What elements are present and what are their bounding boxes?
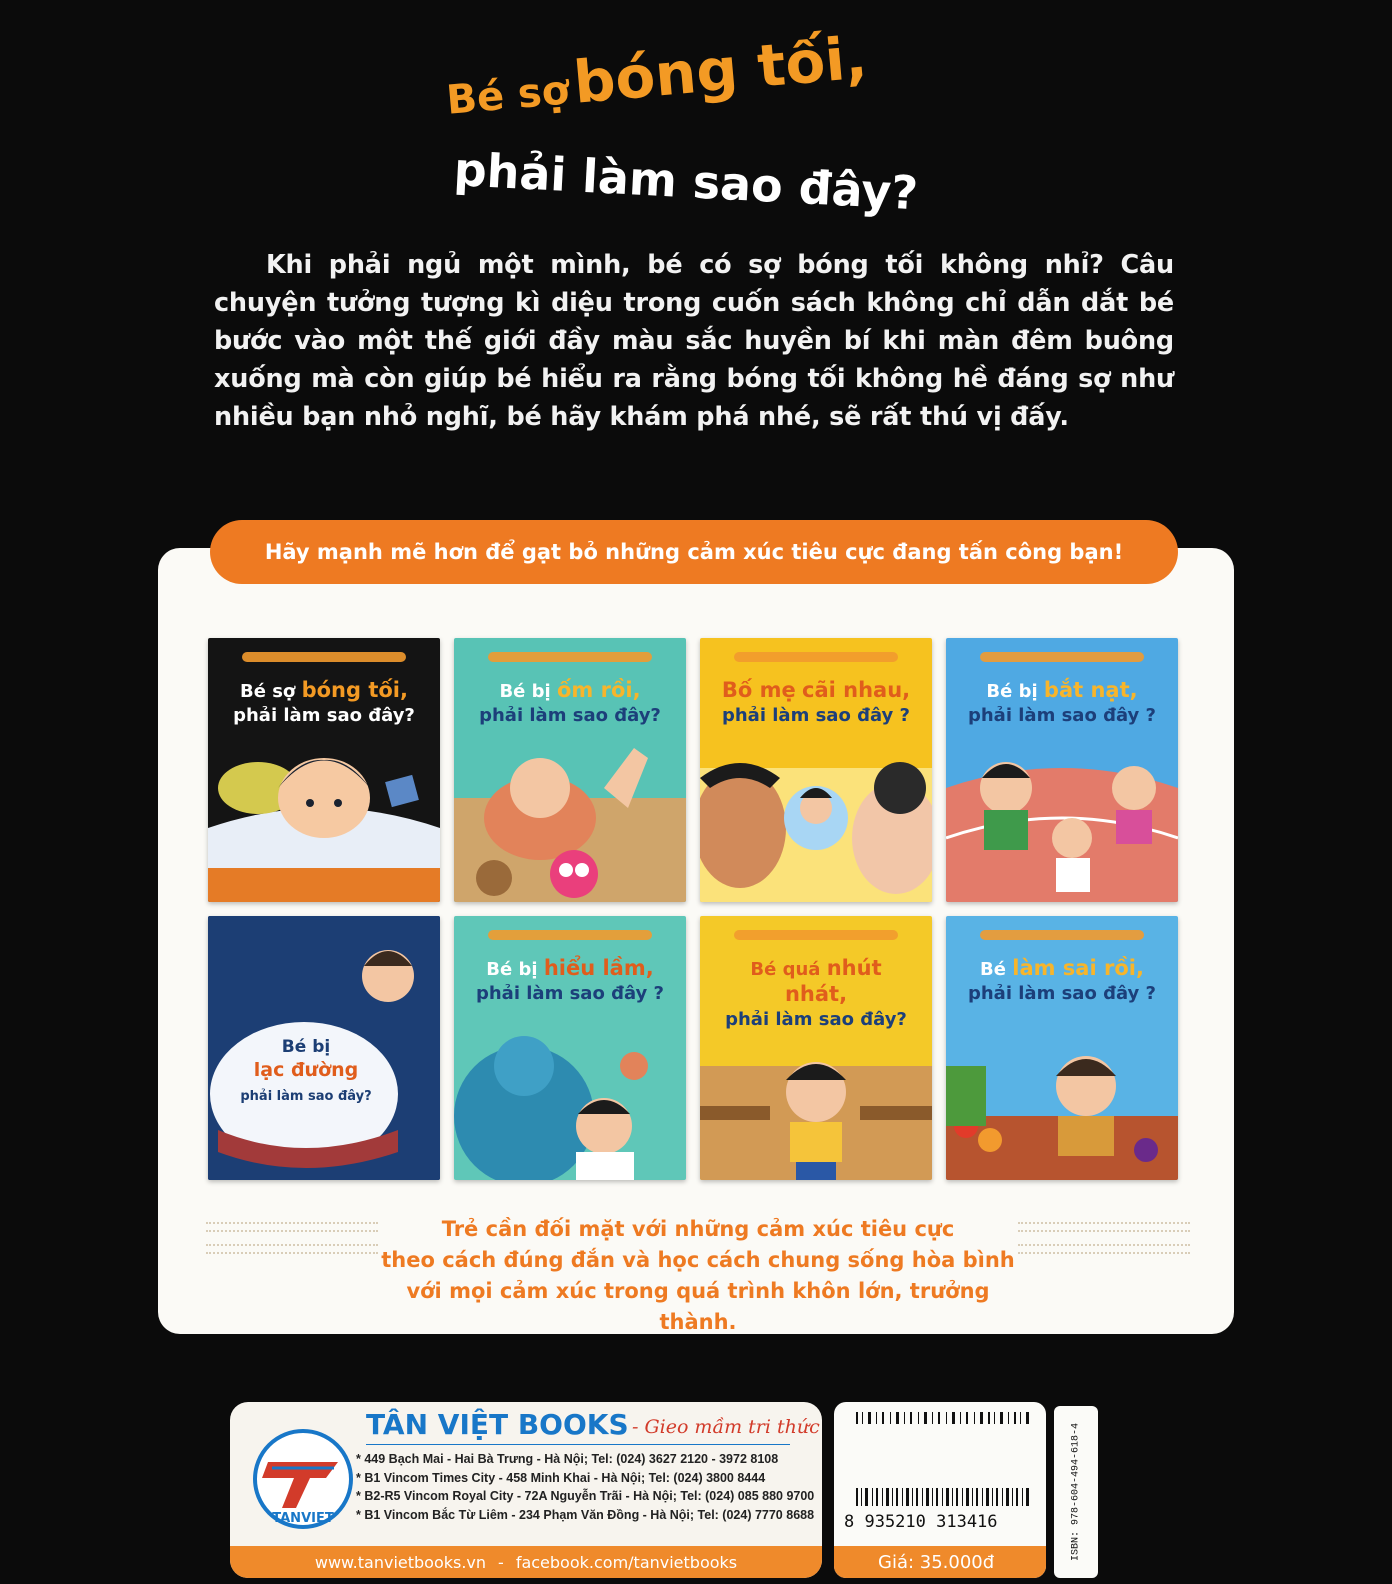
series-banner: Hãy mạnh mẽ hơn để gạt bỏ những cảm xúc tiêu cực đang tấn công bạn! [210, 520, 1178, 584]
dotted-divider-left-2 [206, 1244, 378, 1254]
dotted-divider-right-2 [1018, 1244, 1190, 1254]
publisher-footer: www.tanvietbooks.vn - facebook.com/tanvietbooks [230, 1546, 822, 1578]
website-link[interactable]: www.tanvietbooks.vn [314, 1552, 487, 1572]
isbn-strip [1054, 1406, 1098, 1578]
intro-paragraph: Khi phải ngủ một mình, bé có sợ bóng tối không nhỉ? Câu chuyện tưởng tượng kì diệu trong cuốn sách không chỉ dẫn dắt bé bước vào một thế giới đầy màu sắc huyền bí khi màn đêm buông xuống mà còn giúp bé hiểu ra rằng bóng tối không hề đáng sợ như nhiều bạn nhỏ nghĩ, bé hãy khám phá nhé, sẽ rất thú vị đấy. [214, 250, 1174, 432]
cover-be-bi-om-roi: Bé bị ốm rồi, phải làm sao đây? [454, 638, 686, 902]
title-line-2: phải làm sao đây? [452, 142, 920, 221]
cover-bo-me-cai-nhau: Bố mẹ cãi nhau, phải làm sao đây ? [700, 638, 932, 902]
cover-be-bi-hieu-lam: Bé bị hiểu lầm, phải làm sao đây ? [454, 916, 686, 1180]
dotted-divider-right [1018, 1222, 1190, 1232]
publisher-box [230, 1402, 822, 1578]
series-tagline: Trẻ cần đối mặt với những cảm xúc tiêu cực theo cách đúng đắn và học cách chung sống hòa bình với mọi cảm xúc trong quá trình khôn lớn, trưởng thành. [381, 1217, 1015, 1334]
barcode-number: 8 935210 313416 [844, 1512, 998, 1532]
tanviet-logo [252, 1428, 354, 1530]
barcode-box [834, 1402, 1046, 1578]
isbn-number: ISBN: 978-604-494-618-4 [1070, 1422, 1082, 1562]
series-covers [208, 638, 1188, 1194]
cover-be-lam-sai-roi: Bé làm sai rồi, phải làm sao đây ? [946, 916, 1178, 1180]
publisher-addresses: * 449 Bạch Mai - Hai Bà Trưng - Hà Nội; Tel: (024) 3627 2120 - 3972 8108 * B1 Vincom Times City - 458 Minh Khai - Hà Nội; Tel: (024) 3800 8444 * B2-R5 Vincom Royal City - 72A Nguyễn Trãi - Hà Nội; Tel: (024) 085 880 9700 * B1 Vincom Bắc Từ Liêm - 234 Phạm Văn Đồng - Hà Nội; Tel: (024) 7770 8688 [356, 1452, 815, 1522]
facebook-link[interactable]: facebook.com/tanvietbooks [515, 1552, 738, 1572]
cover-be-bi-lac-duong [208, 916, 440, 1180]
dotted-divider-left [206, 1222, 378, 1232]
svg-text:phải làm sao đây?: phải làm sao đây? [240, 1089, 372, 1104]
cover-lac-duong-title: lạc đường [253, 1059, 359, 1081]
svg-text:Bé bị: Bé bị [281, 1037, 331, 1057]
publisher-brand: TÂN VIỆT BOOKS [366, 1408, 629, 1441]
title-line-1: Bé sợ bóng tối, [444, 23, 870, 124]
cover-be-qua-nhut-nhat: Bé quá nhút nhát, phải làm sao đây? [700, 916, 932, 1180]
barcode-graphic [834, 1402, 1046, 1512]
cover-be-bi-bat-nat: Bé bị bắt nạt, phải làm sao đây ? [946, 638, 1178, 902]
publisher-slogan: - Gieo mầm tri thức [632, 1416, 820, 1438]
price-label: Giá: 35.000đ [834, 1546, 1046, 1578]
book-title [440, 23, 960, 221]
cover-be-so-bong-toi: Bé sợ bóng tối, phải làm sao đây? [208, 638, 440, 902]
svg-text:TANVIET: TANVIET [272, 1511, 334, 1526]
